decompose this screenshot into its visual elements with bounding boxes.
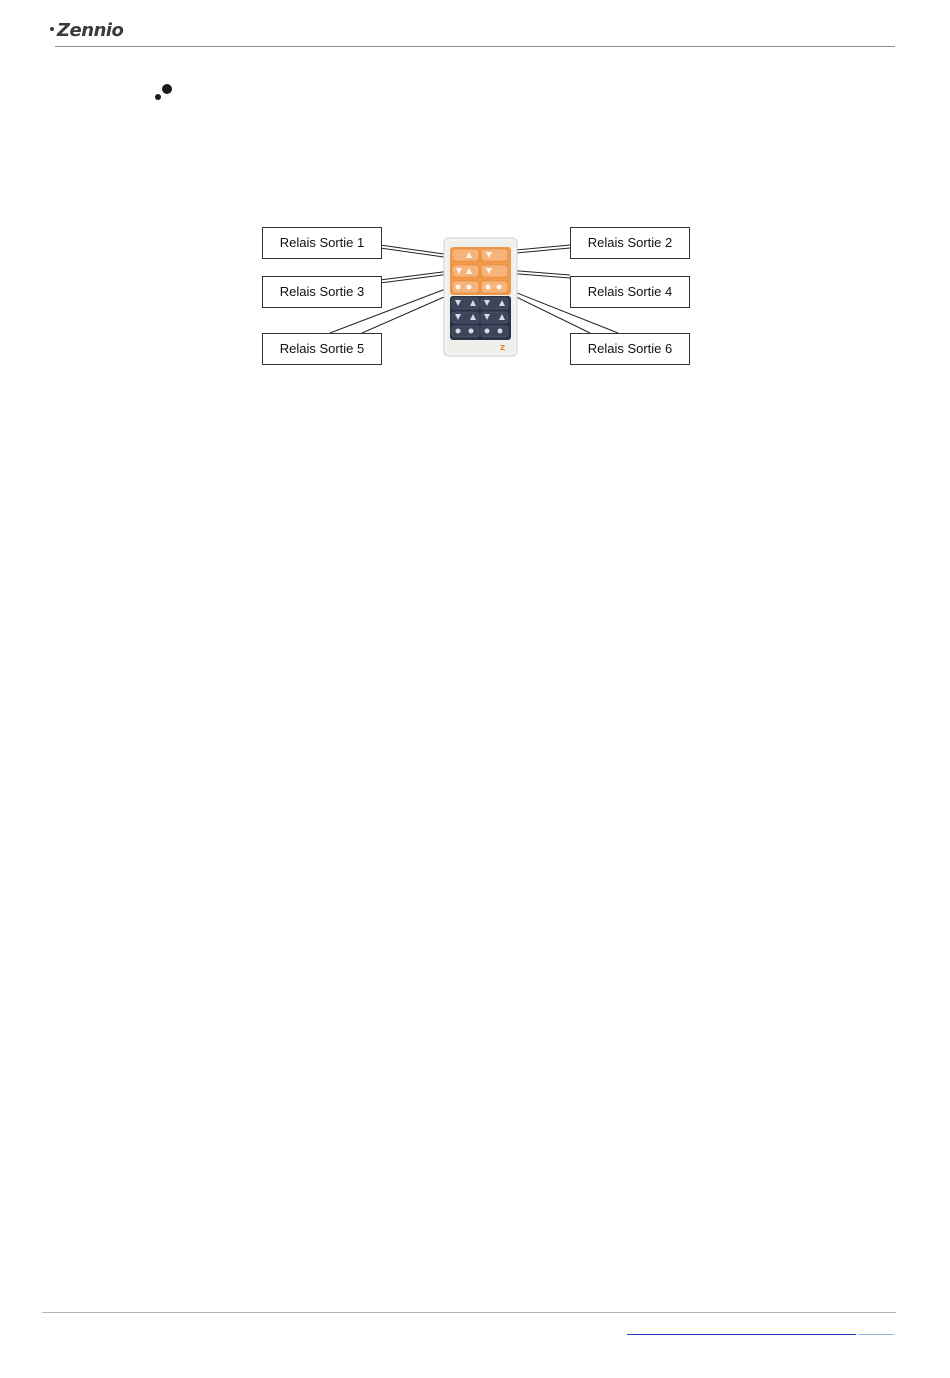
footer-link[interactable] [627, 1334, 856, 1335]
label-relais-sortie-5: Relais Sortie 5 [262, 333, 382, 365]
footer-divider [42, 1312, 896, 1313]
brand-logo: Zennio [57, 20, 124, 41]
footer-link-tail [858, 1334, 894, 1335]
label-relais-sortie-1: Relais Sortie 1 [262, 227, 382, 259]
label-relais-sortie-3: Relais Sortie 3 [262, 276, 382, 308]
device-diagram [0, 0, 950, 420]
device-illustration [0, 0, 950, 420]
label-relais-sortie-2: Relais Sortie 2 [570, 227, 690, 259]
device-brand-mark: Z [500, 344, 506, 352]
label-relais-sortie-6: Relais Sortie 6 [570, 333, 690, 365]
label-relais-sortie-4: Relais Sortie 4 [570, 276, 690, 308]
